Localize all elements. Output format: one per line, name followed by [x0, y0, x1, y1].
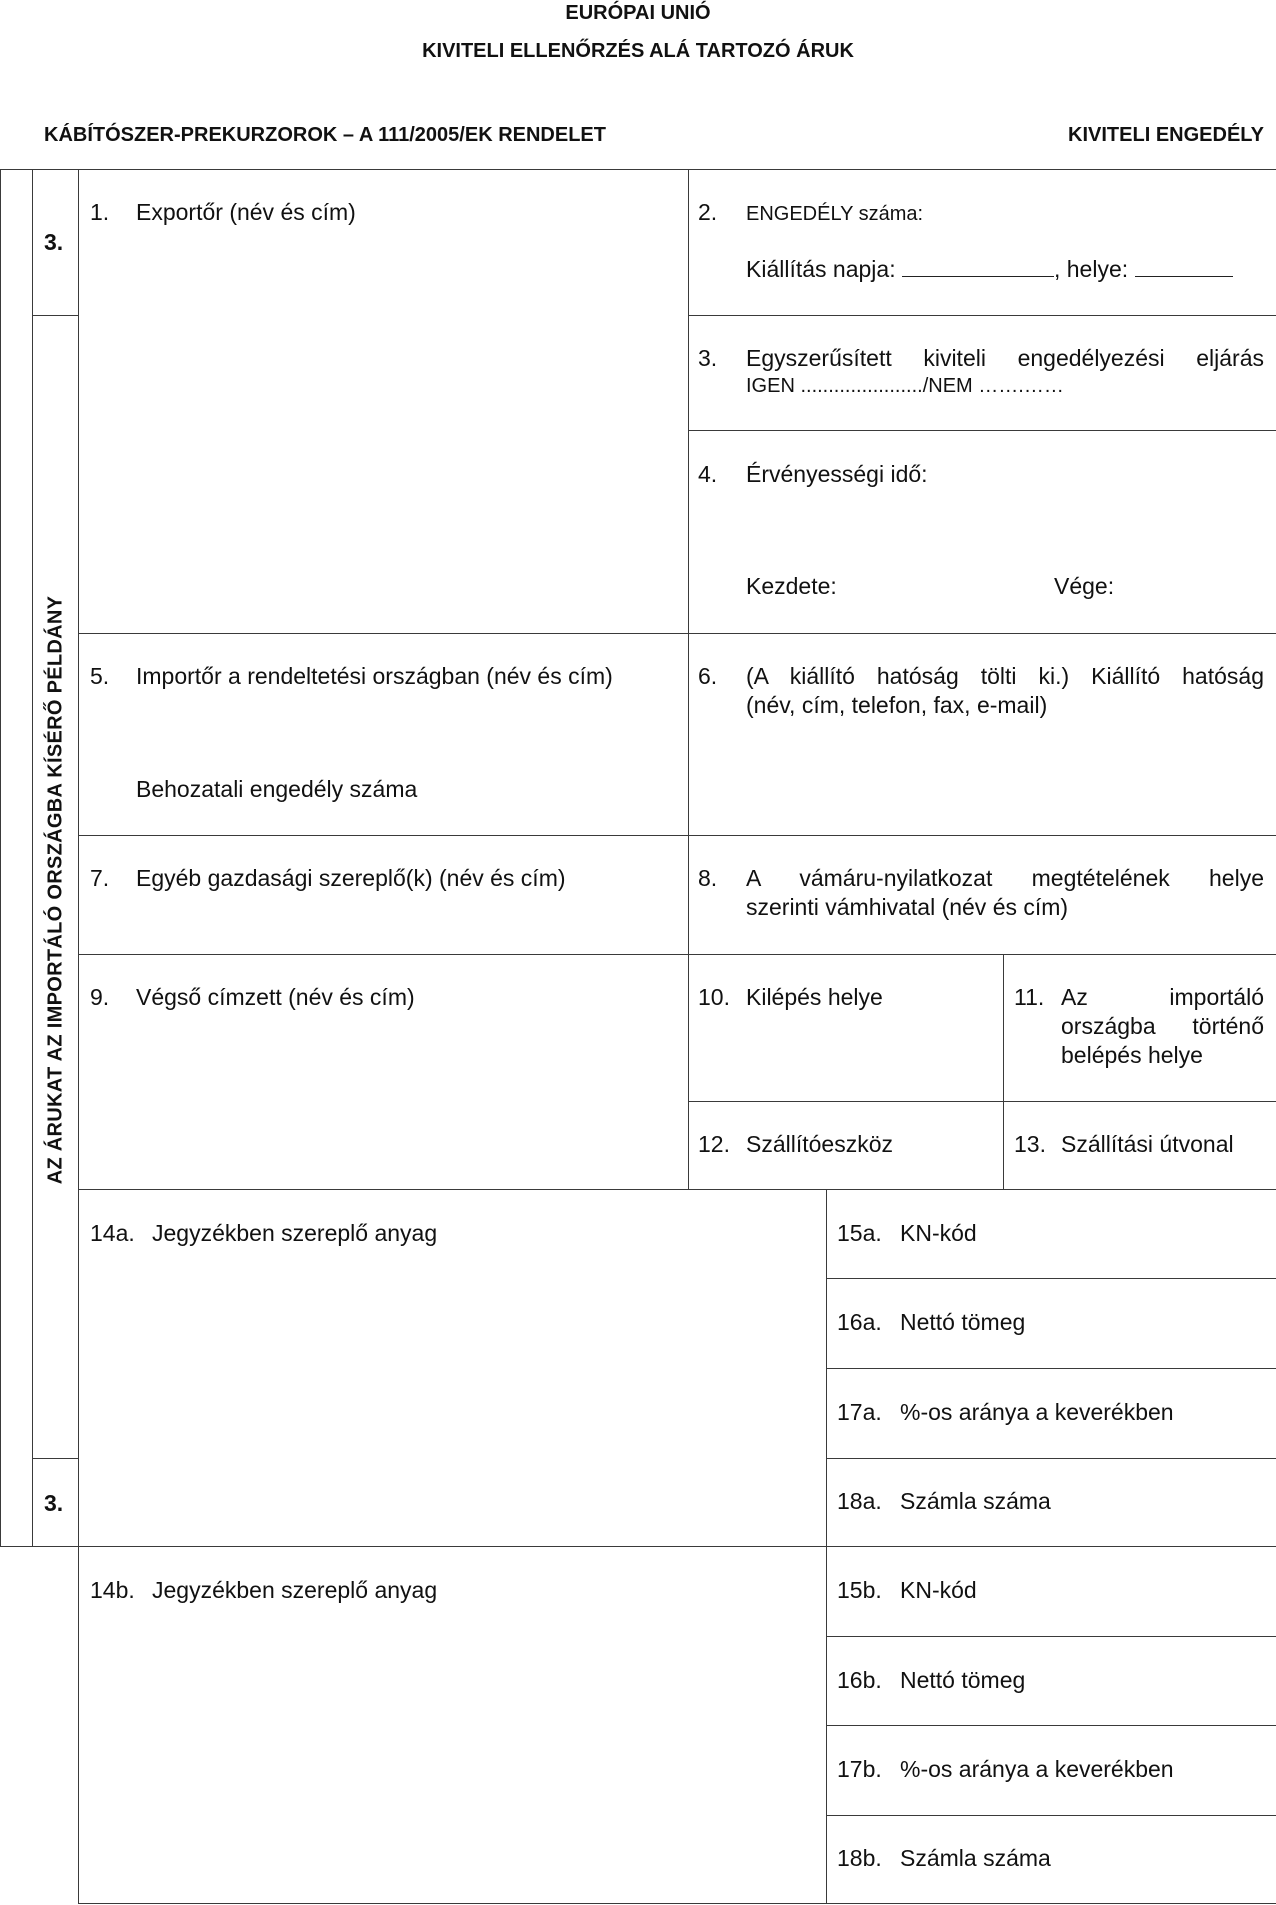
field-11-number: 11.	[1014, 984, 1045, 1010]
field-3-simplified-procedure-label: Egyszerűsített kiviteli engedélyezési eljárás	[746, 345, 1264, 371]
field-14a-number: 14a.	[90, 1220, 135, 1246]
field-8-customs-label-line2: szerinti vámhivatal (név és cím)	[746, 894, 1069, 920]
field-17b-number: 17b.	[837, 1756, 882, 1782]
field-16b-number: 16b.	[837, 1667, 882, 1693]
field-18a-invoice-label: Számla száma	[900, 1488, 1051, 1514]
field-8-customs-label-line1: A vámáru-nyilatkozat megtételének helye	[746, 865, 1264, 891]
field-18a-number: 18a.	[837, 1488, 882, 1514]
field-2-place-label: , helye:	[1053, 256, 1129, 282]
field-14a-substance-label: Jegyzékben szereplő anyag	[152, 1220, 438, 1246]
field-6-authority-label-line1: (A kiállító hatóság tölti ki.) Kiállító hatóság	[746, 663, 1264, 689]
field-12-number: 12.	[698, 1131, 730, 1157]
header-title-goods: KIVITELI ELLENŐRZÉS ALÁ TARTOZÓ ÁRUK	[422, 40, 854, 62]
field-2-issue-row	[746, 255, 1233, 284]
field-13-number: 13.	[1014, 1131, 1046, 1157]
field-9-number: 9.	[90, 984, 110, 1010]
field-4-validity-label: Érvényességi idő:	[746, 461, 928, 487]
field-5-import-license-label: Behozatali engedély száma	[136, 776, 418, 802]
field-13-route-label: Szállítási útvonal	[1061, 1131, 1234, 1157]
field-15b-cn-code-label: KN-kód	[900, 1577, 977, 1603]
copy-designation-vertical: AZ ÁRUKAT AZ IMPORTÁLÓ ORSZÁGBA KÍSÉRŐ PÉLDÁNY	[44, 595, 67, 1185]
field-18b-invoice-label: Számla száma	[900, 1845, 1051, 1871]
issue-place-blank[interactable]	[1135, 256, 1233, 277]
field-3-number: 3.	[698, 345, 718, 371]
field-16a-net-weight-label: Nettó tömeg	[900, 1309, 1026, 1335]
field-4-end-label: Vége:	[1054, 573, 1115, 599]
field-17a-number: 17a.	[837, 1399, 882, 1425]
field-11-entry-label-line2: országba történő	[1061, 1013, 1264, 1039]
field-4-start-label: Kezdete:	[746, 573, 837, 599]
field-17b-percentage-label: %-os aránya a keverékben	[900, 1756, 1174, 1782]
field-1-exporter-label: Exportőr (név és cím)	[136, 199, 356, 225]
field-3-yes-no[interactable]: IGEN ....................../NEM …….……	[746, 375, 1064, 397]
field-15a-cn-code-label: KN-kód	[900, 1220, 977, 1246]
field-2-number: 2.	[698, 199, 718, 225]
field-2-license-number-label: ENGEDÉLY száma:	[746, 203, 924, 225]
field-10-number: 10.	[698, 984, 730, 1010]
field-6-number: 6.	[698, 663, 718, 689]
field-5-importer-label: Importőr a rendeltetési országban (név és cím)	[136, 663, 613, 689]
copy-number-bottom: 3.	[44, 1490, 64, 1516]
field-14b-number: 14b.	[90, 1577, 135, 1603]
field-17a-percentage-label: %-os aránya a keverékben	[900, 1399, 1174, 1425]
field-15b-number: 15b.	[837, 1577, 882, 1603]
field-9-consignee-label: Végső címzett (név és cím)	[136, 984, 415, 1010]
field-6-authority-label-line2: (név, cím, telefon, fax, e-mail)	[746, 692, 1048, 718]
copy-number-top: 3.	[44, 229, 64, 255]
field-16b-net-weight-label: Nettó tömeg	[900, 1667, 1026, 1693]
field-7-other-operators-label: Egyéb gazdasági szereplő(k) (név és cím)	[136, 865, 566, 891]
field-8-number: 8.	[698, 865, 718, 891]
field-1-number: 1.	[90, 199, 110, 225]
field-11-entry-label-line1: Az importáló	[1061, 984, 1264, 1010]
header-title-eu: EURÓPAI UNIÓ	[565, 2, 711, 24]
field-16a-number: 16a.	[837, 1309, 882, 1335]
field-12-transport-label: Szállítóeszköz	[746, 1131, 894, 1157]
field-14b-substance-label: Jegyzékben szereplő anyag	[152, 1577, 438, 1603]
header-regulation: KÁBÍTÓSZER-PREKURZOROK – A 111/2005/EK RENDELET	[44, 124, 606, 146]
issue-date-blank[interactable]	[902, 256, 1054, 277]
field-4-number: 4.	[698, 461, 718, 487]
field-2-issue-date-label: Kiállítás napja:	[746, 256, 896, 282]
field-15a-number: 15a.	[837, 1220, 882, 1246]
field-11-entry-label-line3: belépés helye	[1061, 1042, 1203, 1068]
field-10-exit-point-label: Kilépés helye	[746, 984, 883, 1010]
field-5-number: 5.	[90, 663, 110, 689]
field-18b-number: 18b.	[837, 1845, 882, 1871]
header-document-type: KIVITELI ENGEDÉLY	[1068, 124, 1264, 146]
field-7-number: 7.	[90, 865, 110, 891]
